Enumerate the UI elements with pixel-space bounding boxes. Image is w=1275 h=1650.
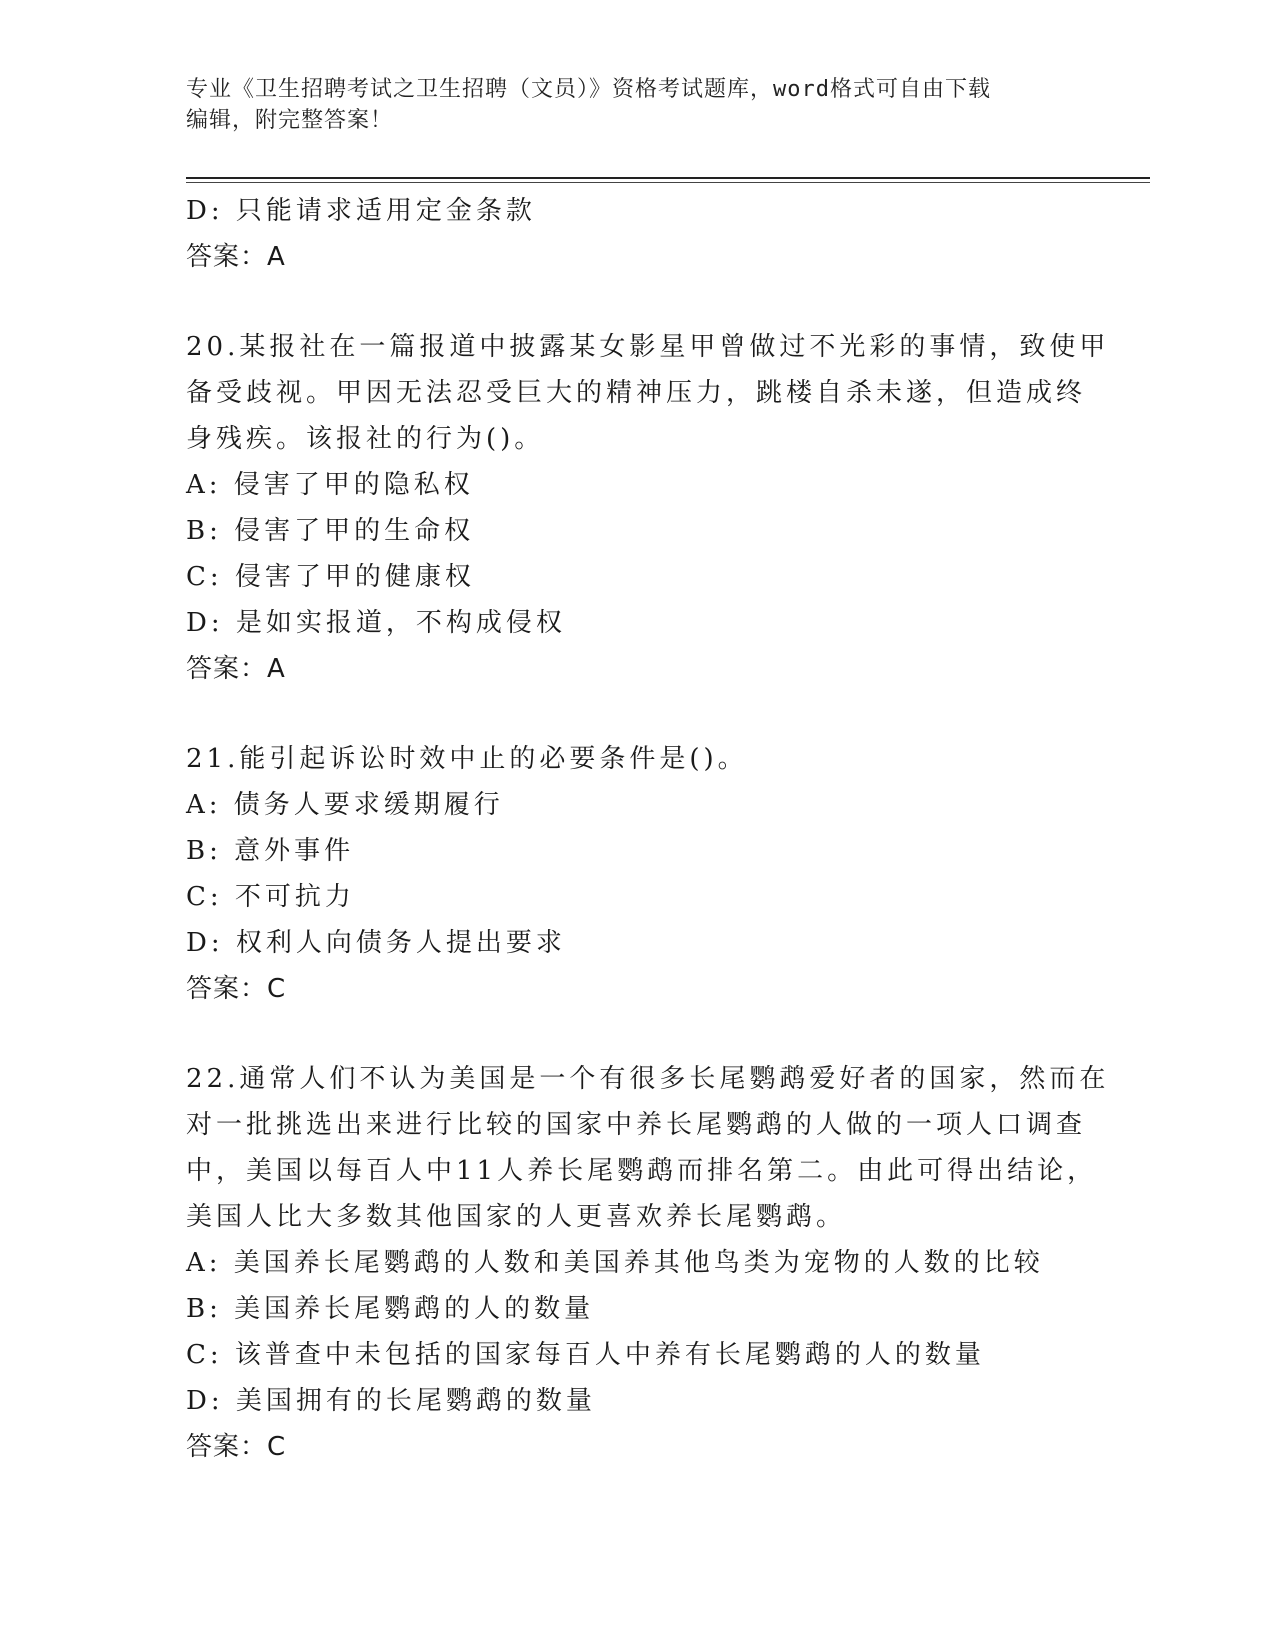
answer-line: 答案：A xyxy=(186,242,286,272)
question-21 xyxy=(186,736,1086,1012)
option-c: C: 不可抗力 xyxy=(186,882,355,912)
question-22 xyxy=(186,1056,1110,1470)
question-stem-line: 美国人比大多数其他国家的人更喜欢养长尾鹦鹉。 xyxy=(186,1202,847,1232)
header-line-2: 编辑，附完整答案！ xyxy=(186,108,394,133)
question-stem-line: 身残疾。该报社的行为()。 xyxy=(186,424,545,454)
option-a: A: 债务人要求缓期履行 xyxy=(186,790,504,820)
option-c: C: 该普查中未包括的国家每百人中养有长尾鹦鹉的人的数量 xyxy=(186,1340,985,1370)
question-stem-line: 22.通常人们不认为美国是一个有很多长尾鹦鹉爱好者的国家，然而在 xyxy=(186,1064,1110,1094)
option-d: D: 是如实报道，不构成侵权 xyxy=(186,608,566,638)
option-b: B: 美国养长尾鹦鹉的人的数量 xyxy=(186,1294,595,1324)
option-d: D: 只能请求适用定金条款 xyxy=(186,196,536,226)
answer-line: 答案：A xyxy=(186,654,286,684)
option-a: A: 美国养长尾鹦鹉的人数和美国养其他鸟类为宠物的人数的比较 xyxy=(186,1248,1044,1278)
option-d: D: 权利人向债务人提出要求 xyxy=(186,928,566,958)
option-d: D: 美国拥有的长尾鹦鹉的数量 xyxy=(186,1386,596,1416)
question-stem-line: 21.能引起诉讼时效中止的必要条件是()。 xyxy=(186,744,748,774)
answer-line: 答案：C xyxy=(186,1432,287,1462)
header-rule-thin xyxy=(186,182,1150,183)
previous-question-tail xyxy=(186,188,1086,280)
question-20 xyxy=(186,324,1110,692)
header-rule-thick xyxy=(186,177,1150,179)
option-c: C: 侵害了甲的健康权 xyxy=(186,562,475,592)
question-stem-line: 备受歧视。甲因无法忍受巨大的精神压力，跳楼自杀未遂，但造成终 xyxy=(186,378,1087,408)
option-b: B: 侵害了甲的生命权 xyxy=(186,516,475,546)
option-b: B: 意外事件 xyxy=(186,836,355,866)
answer-line: 答案：C xyxy=(186,974,287,1004)
question-stem-line: 中，美国以每百人中11人养长尾鹦鹉而排名第二。由此可得出结论， xyxy=(186,1156,1098,1186)
question-list xyxy=(186,188,1110,1470)
header-line-1: 专业《卫生招聘考试之卫生招聘（文员）》资格考试题库，word格式可自由下载 xyxy=(186,77,991,102)
option-a: A: 侵害了甲的隐私权 xyxy=(186,470,474,500)
question-stem-line: 20.某报社在一篇报道中披露某女影星甲曾做过不光彩的事情，致使甲 xyxy=(186,332,1110,362)
question-stem-line: 对一批挑选出来进行比较的国家中养长尾鹦鹉的人做的一项人口调查 xyxy=(186,1110,1087,1140)
document-header xyxy=(186,74,1066,136)
